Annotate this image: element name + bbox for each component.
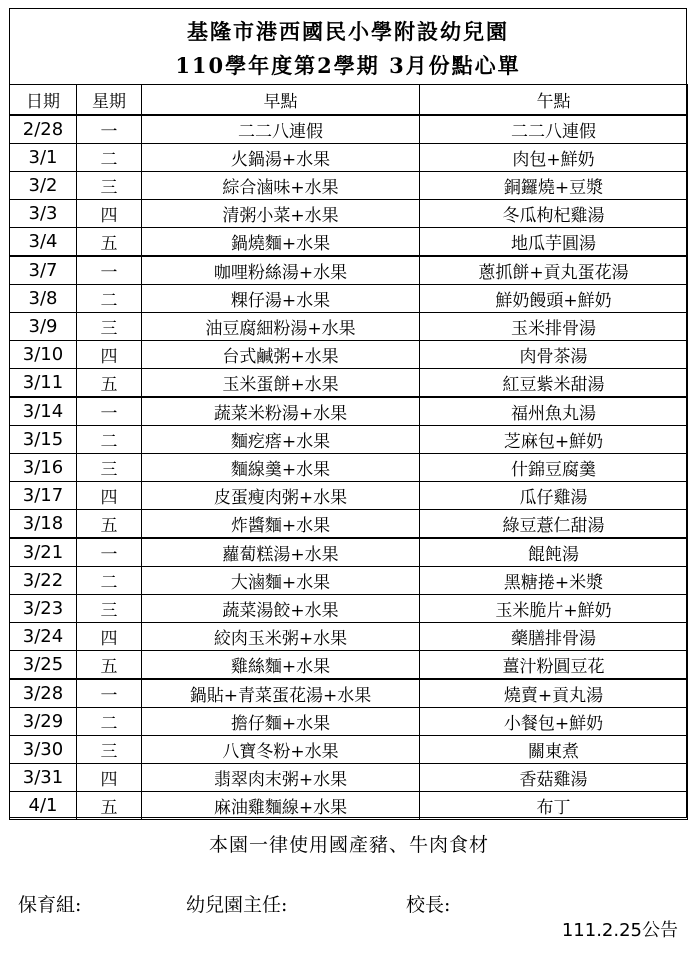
- weekday-cell: 五: [77, 228, 142, 257]
- afternoon-snack-cell: 什錦豆腐羹: [420, 454, 688, 482]
- weekday-cell: 二: [77, 708, 142, 736]
- date-cell: 3/1: [10, 144, 77, 172]
- afternoon-snack-cell: 瓜仔雞湯: [420, 482, 688, 510]
- date-cell: 3/29: [10, 708, 77, 736]
- morning-snack-cell: 皮蛋瘦肉粥+水果: [142, 482, 420, 510]
- table-row: [10, 538, 688, 567]
- morning-snack-cell: 鍋燒麵+水果: [142, 228, 420, 257]
- afternoon-snack-cell: 地瓜芋圓湯: [420, 228, 688, 257]
- morning-snack-cell: 翡翠肉末粥+水果: [142, 764, 420, 792]
- afternoon-snack-cell: 玉米排骨湯: [420, 313, 688, 341]
- meat-source-note: 本園一律使用國產豬、牛肉食材: [208, 834, 489, 856]
- signature-principal: 校長:: [406, 894, 451, 916]
- morning-snack-cell: 鍋貼+青菜蛋花湯+水果: [142, 679, 420, 708]
- weekday-cell: 二: [77, 285, 142, 313]
- table-row: [10, 482, 688, 510]
- weekday-cell: 四: [77, 623, 142, 651]
- date-cell: 2/28: [10, 115, 77, 144]
- school-title: 基隆市港西國民小學附設幼兒園: [187, 19, 509, 44]
- afternoon-snack-cell: 餛飩湯: [420, 538, 688, 567]
- table-row: [10, 736, 688, 764]
- afternoon-snack-cell: 燒賣+貢丸湯: [420, 679, 688, 708]
- afternoon-snack-cell: 蔥抓餅+貢丸蛋花湯: [420, 256, 688, 285]
- afternoon-snack-cell: 藥膳排骨湯: [420, 623, 688, 651]
- table-row: [10, 313, 688, 341]
- morning-snack-cell: 蔬菜湯餃+水果: [142, 595, 420, 623]
- table-row: [10, 228, 688, 257]
- weekday-cell: 三: [77, 595, 142, 623]
- date-cell: 3/18: [10, 510, 77, 539]
- date-cell: 3/23: [10, 595, 77, 623]
- weekday-cell: 四: [77, 482, 142, 510]
- morning-snack-cell: 擔仔麵+水果: [142, 708, 420, 736]
- morning-snack-cell: 清粥小菜+水果: [142, 200, 420, 228]
- morning-snack-cell: 玉米蛋餅+水果: [142, 369, 420, 398]
- date-cell: 3/24: [10, 623, 77, 651]
- header-date: 日期: [10, 85, 77, 116]
- table-row: [10, 679, 688, 708]
- date-cell: 3/7: [10, 256, 77, 285]
- afternoon-snack-cell: 二二八連假: [420, 115, 688, 144]
- afternoon-snack-cell: 福州魚丸湯: [420, 397, 688, 426]
- weekday-cell: 一: [77, 538, 142, 567]
- table-row: [10, 115, 688, 144]
- weekday-cell: 二: [77, 567, 142, 595]
- weekday-cell: 三: [77, 736, 142, 764]
- signature-childcare: 保育組:: [18, 894, 82, 916]
- morning-snack-cell: 台式鹹粥+水果: [142, 341, 420, 369]
- date-cell: 3/9: [10, 313, 77, 341]
- morning-snack-cell: 八寶冬粉+水果: [142, 736, 420, 764]
- morning-snack-cell: 油豆腐細粉湯+水果: [142, 313, 420, 341]
- afternoon-snack-cell: 香菇雞湯: [420, 764, 688, 792]
- weekday-cell: 一: [77, 679, 142, 708]
- weekday-cell: 五: [77, 651, 142, 680]
- morning-snack-cell: 麵疙瘩+水果: [142, 426, 420, 454]
- date-cell: 3/15: [10, 426, 77, 454]
- date-cell: 3/30: [10, 736, 77, 764]
- weekday-cell: 三: [77, 454, 142, 482]
- weekday-cell: 三: [77, 313, 142, 341]
- weekday-cell: 四: [77, 200, 142, 228]
- afternoon-snack-cell: 關東煮: [420, 736, 688, 764]
- table-row: [10, 651, 688, 680]
- weekday-cell: 五: [77, 369, 142, 398]
- table-header-row: [10, 85, 688, 116]
- weekday-cell: 一: [77, 115, 142, 144]
- date-cell: 3/28: [10, 679, 77, 708]
- weekday-cell: 一: [77, 256, 142, 285]
- table-row: [10, 369, 688, 398]
- menu-title: 110學年度第2學期 3月份點心單: [175, 53, 521, 78]
- weekday-cell: 五: [77, 792, 142, 820]
- date-cell: 3/4: [10, 228, 77, 257]
- afternoon-snack-cell: 黑糖捲+米漿: [420, 567, 688, 595]
- table-row: [10, 623, 688, 651]
- morning-snack-cell: 絞肉玉米粥+水果: [142, 623, 420, 651]
- table-row: [10, 764, 688, 792]
- morning-snack-cell: 綜合滷味+水果: [142, 172, 420, 200]
- signature-director: 幼兒園主任:: [186, 894, 288, 916]
- afternoon-snack-cell: 玉米脆片+鮮奶: [420, 595, 688, 623]
- header-afternoon: 午點: [420, 85, 688, 116]
- header-morning: 早點: [142, 85, 420, 116]
- afternoon-snack-cell: 芝麻包+鮮奶: [420, 426, 688, 454]
- morning-snack-cell: 炸醬麵+水果: [142, 510, 420, 539]
- afternoon-snack-cell: 布丁: [420, 792, 688, 820]
- weekday-cell: 二: [77, 426, 142, 454]
- date-cell: 3/14: [10, 397, 77, 426]
- morning-snack-cell: 火鍋湯+水果: [142, 144, 420, 172]
- table-row: [10, 397, 688, 426]
- afternoon-snack-cell: 肉包+鮮奶: [420, 144, 688, 172]
- date-cell: 3/21: [10, 538, 77, 567]
- table-row: [10, 708, 688, 736]
- afternoon-snack-cell: 冬瓜枸杞雞湯: [420, 200, 688, 228]
- date-cell: 3/31: [10, 764, 77, 792]
- date-cell: 3/22: [10, 567, 77, 595]
- morning-snack-cell: 麵線羹+水果: [142, 454, 420, 482]
- table-row: [10, 426, 688, 454]
- table-row: [10, 200, 688, 228]
- table-row: [10, 144, 688, 172]
- afternoon-snack-cell: 銅鑼燒+豆漿: [420, 172, 688, 200]
- morning-snack-cell: 麻油雞麵線+水果: [142, 792, 420, 820]
- date-cell: 3/3: [10, 200, 77, 228]
- afternoon-snack-cell: 小餐包+鮮奶: [420, 708, 688, 736]
- date-cell: 3/16: [10, 454, 77, 482]
- morning-snack-cell: 咖哩粉絲湯+水果: [142, 256, 420, 285]
- date-cell: 3/17: [10, 482, 77, 510]
- weekday-cell: 一: [77, 397, 142, 426]
- weekday-cell: 五: [77, 510, 142, 539]
- afternoon-snack-cell: 紅豆紫米甜湯: [420, 369, 688, 398]
- afternoon-snack-cell: 綠豆薏仁甜湯: [420, 510, 688, 539]
- morning-snack-cell: 蘿蔔糕湯+水果: [142, 538, 420, 567]
- weekday-cell: 三: [77, 172, 142, 200]
- table-row: [10, 172, 688, 200]
- weekday-cell: 二: [77, 144, 142, 172]
- afternoon-snack-cell: 肉骨茶湯: [420, 341, 688, 369]
- snack-menu-table: [9, 84, 688, 820]
- table-row: [10, 510, 688, 539]
- table-row: [10, 792, 688, 820]
- date-cell: 4/1: [10, 792, 77, 820]
- menu-body: [10, 115, 688, 820]
- morning-snack-cell: 粿仔湯+水果: [142, 285, 420, 313]
- date-cell: 3/10: [10, 341, 77, 369]
- morning-snack-cell: 二二八連假: [142, 115, 420, 144]
- date-cell: 3/25: [10, 651, 77, 680]
- publish-date: 111.2.25公告: [561, 920, 678, 941]
- morning-snack-cell: 雞絲麵+水果: [142, 651, 420, 680]
- weekday-cell: 四: [77, 764, 142, 792]
- table-row: [10, 454, 688, 482]
- date-cell: 3/2: [10, 172, 77, 200]
- morning-snack-cell: 蔬菜米粉湯+水果: [142, 397, 420, 426]
- table-row: [10, 341, 688, 369]
- table-row: [10, 285, 688, 313]
- header-weekday: 星期: [77, 85, 142, 116]
- weekday-cell: 四: [77, 341, 142, 369]
- table-row: [10, 567, 688, 595]
- morning-snack-cell: 大滷麵+水果: [142, 567, 420, 595]
- afternoon-snack-cell: 鮮奶饅頭+鮮奶: [420, 285, 688, 313]
- table-row: [10, 595, 688, 623]
- date-cell: 3/11: [10, 369, 77, 398]
- date-cell: 3/8: [10, 285, 77, 313]
- afternoon-snack-cell: 薑汁粉圓豆花: [420, 651, 688, 680]
- table-row: [10, 256, 688, 285]
